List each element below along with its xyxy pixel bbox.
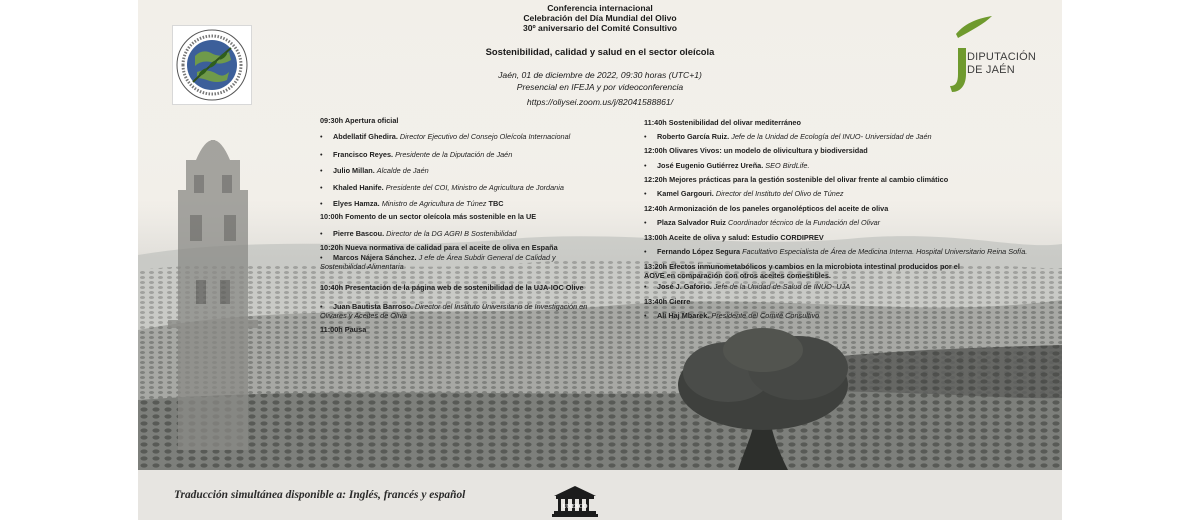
speaker-row	[657, 132, 932, 141]
speaker-name: Ali Haj Mbarek.	[657, 311, 710, 320]
session-row	[644, 262, 960, 280]
session-title: Presentación de la página web de sostenibilidad de la UJA-IOC Olive	[345, 283, 584, 292]
session-title: Armonización de los paneles organolépticos del aceite de oliva	[668, 204, 889, 213]
session-time: 13:20h	[644, 262, 668, 271]
speaker-role: Director del Instituto del Olivo de Túnez	[715, 189, 844, 198]
session-title: Fomento de un sector oleícola más sostenible en la UE	[345, 212, 537, 221]
speaker-name: Kamel Gargouri.	[657, 189, 714, 198]
speaker-name: Marcos Nájera Sánchez.	[333, 253, 417, 262]
speaker-role: Facultativo Especialista de Área de Medicina Interna. Hospital Universitario Reina Sofía.	[742, 247, 1028, 256]
session-row	[644, 118, 801, 127]
session-title: Mejores prácticas para la gestión sostenible del olivar frente al cambio climático	[669, 175, 949, 184]
session-row	[644, 233, 824, 242]
unesco-logo	[548, 484, 602, 518]
session-title: Olivares Vivos: un modelo de olivicultura y biodiversidad	[669, 146, 868, 155]
session-row	[644, 297, 690, 306]
speaker-role: Director Ejecutivo del Consejo Oleícola Internacional	[399, 132, 571, 141]
speaker-row	[657, 189, 844, 198]
speaker-role-line-2: Sostenibilidad Alimentaria	[320, 262, 404, 271]
session-time: 12:20h	[644, 175, 668, 184]
speaker-role: Coordinador técnico de la Fundación del Olivar	[727, 218, 881, 227]
speaker-name: Khaled Hanife.	[333, 183, 384, 192]
speaker-role: Presidente del COI, Ministro de Agricultura de Jordania	[385, 183, 564, 192]
speaker-row	[657, 282, 850, 291]
translation-notice: Traducción simultánea disponible a: Inglés, francés y español	[174, 489, 466, 501]
wordmark-line-2: DE JAÉN	[967, 64, 1015, 76]
session-time: 12:40h	[644, 204, 668, 213]
session-time: 13:00h	[644, 233, 668, 242]
session-time: 11:40h	[644, 118, 667, 127]
session-time: 09:30h	[320, 116, 344, 125]
speaker-name: Fernando López Segura	[657, 247, 741, 256]
speaker-role: Ministro de Agricultura de Túnez	[381, 199, 487, 208]
session-title: Apertura oficial	[344, 116, 399, 125]
header-line-2: Celebración del Día Mundial del Olivo	[523, 13, 677, 23]
session-time: 10:40h	[320, 283, 344, 292]
speaker-name: José Eugenio Gutiérrez Ureña.	[657, 161, 764, 170]
session-title: Pausa	[344, 325, 367, 334]
event-venue: Presencial en IFEJA y por videoconferencia	[516, 82, 684, 92]
speaker-role: Presidente del Comité Consultivo	[711, 311, 820, 320]
session-row	[644, 204, 888, 213]
speaker-name: José J. Gaforio.	[657, 282, 712, 291]
session-row	[644, 175, 948, 184]
session-title: Sostenibilidad del olivar mediterráneo	[668, 118, 801, 127]
session-time: 12:00h	[644, 146, 668, 155]
speaker-role-line-2: Olivares y Aceites de Oliva	[320, 311, 407, 320]
speaker-name: Julio Millan.	[333, 166, 375, 175]
session-time: 10:00h	[320, 212, 344, 221]
speaker-note: TBC	[488, 199, 504, 208]
session-time: 10:20h	[320, 243, 344, 252]
speaker-role: Director del Instituto Universitario de Investigación en	[414, 302, 588, 311]
speaker-role: Presidente de la Diputación de Jaén	[395, 150, 513, 159]
session-title-line-2: AOVE en comparación con otros aceites comestibles.	[644, 271, 831, 280]
session-time: 13:40h	[644, 297, 668, 306]
wordmark-line-1: DIPUTACIÓN	[967, 51, 1037, 63]
speaker-row	[657, 247, 1027, 256]
session-title: Aceite de oliva y salud: Estudio CORDIPREV	[668, 233, 824, 242]
speaker-name: Roberto García Ruiz.	[657, 132, 730, 141]
speaker-name: Plaza Salvador Ruiz	[657, 218, 726, 227]
session-title: Nueva normativa de calidad para el aceite de oliva en España	[345, 243, 558, 252]
header-subtitle: Sostenibilidad, calidad y salud en el sector oleícola	[485, 46, 715, 57]
speaker-name: Pierre Bascou.	[333, 229, 385, 238]
speaker-row	[657, 311, 819, 320]
speaker-name: Francisco Reyes.	[333, 150, 394, 159]
event-date: Jaén, 01 de diciembre de 2022, 09:30 horas (UTC+1)	[498, 70, 702, 80]
header-line-1: Conferencia internacional	[547, 3, 653, 13]
speaker-name: Juan Bautista Barroso.	[333, 302, 413, 311]
unesco-label: UNESCO	[562, 504, 588, 510]
speaker-row	[657, 218, 880, 227]
speaker-row	[657, 161, 810, 170]
speaker-role: Director de la DG AGRI B Sostenibilidad	[386, 229, 517, 238]
speaker-role: Alcalde de Jaén	[376, 166, 429, 175]
session-row	[644, 146, 868, 155]
session-title: Efectos inmunometabólicos y cambios en la microbiota intestinal producidos por el	[669, 262, 960, 271]
speaker-role: Jefe de la Unidad de Salud de INUO- UJA	[713, 282, 851, 291]
program-right-column	[138, 0, 1062, 470]
poster	[138, 0, 1062, 520]
event-url[interactable]: https://oliysei.zoom.us/j/82041588861/	[526, 97, 674, 107]
session-time: 11:00h	[320, 325, 343, 334]
header-line-3: 30º aniversario del Comité Consultivo	[522, 23, 678, 33]
speaker-role: Jefe de la Unidad de Ecología del INUO- Universidad de Jaén	[731, 132, 932, 141]
speaker-role: J efe de Área Subdir General de Calidad y	[418, 253, 556, 262]
session-title: Cierre	[669, 297, 691, 306]
speaker-name: Elyes Hamza.	[333, 199, 380, 208]
speaker-name: Abdellatif Ghedira.	[333, 132, 398, 141]
speaker-role: SEO BirdLife.	[765, 161, 810, 170]
